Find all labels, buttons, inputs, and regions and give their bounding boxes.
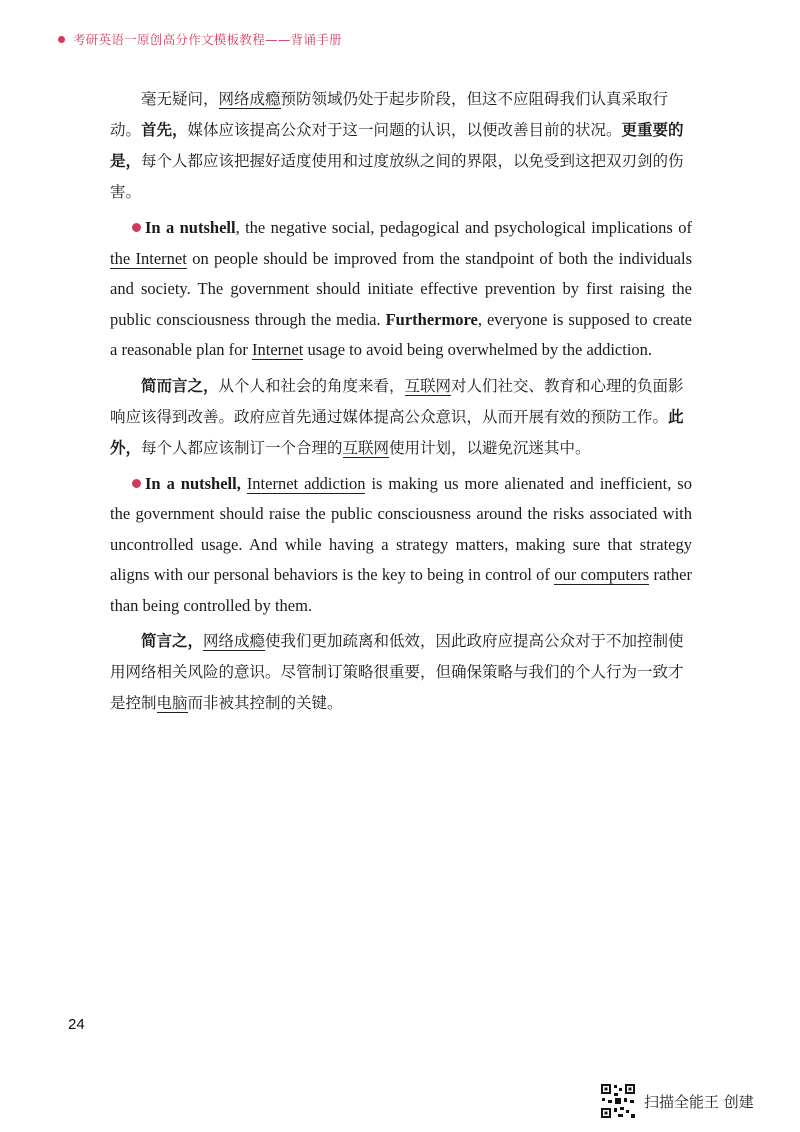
text-run: 使用计划，以避免沉迷其中。 [389,438,591,457]
text-run: 每个人都应该制订一个合理的 [141,438,343,457]
text-run: 每个人都应该把握好适度使用和过度放纵之间的界限，以免受到这把双刃剑的伤害。 [110,152,684,201]
bold-phrase: 首先， [141,121,188,139]
underlined-term: the Internet [110,248,187,268]
watermark-text: 扫描全能王 创建 [644,1092,754,1111]
chinese-paragraph [110,626,692,719]
english-paragraph [110,213,692,366]
text-run: 从个人和社会的角度来看， [218,376,405,395]
qr-code-icon [600,1083,636,1119]
text-run: , the negative social, pedagogical and psychological implications of [235,218,692,237]
bold-phrase: 此外， [110,407,684,457]
bold-phrase: 简而言之， [141,376,219,395]
text-run: rather than being controlled by them. [110,565,692,615]
page-body [110,84,692,724]
underlined-term: 网络成瘾 [203,632,266,650]
text-run: , everyone is supposed to create a reasonable plan for [110,309,692,359]
bold-phrase: Furthermore [385,309,478,329]
text-run: 毫无疑问， [141,90,219,108]
bold-phrase: 简言之， [141,632,204,650]
text-run: on people should be improved from the standpoint of both the individuals and society. The government should initiate effective prevention by first raising the public consciousness through the media. [110,248,692,329]
chinese-paragraph [110,371,692,464]
text-run: 对人们社交、教育和心理的负面影响应该得到改善。政府应首先通过媒体提高公众意识，从而开展有效的预防工作。 [110,376,684,426]
text-run: usage to avoid being overwhelmed by the addiction. [303,340,653,359]
text-run: 媒体应该提高公众对于这一问题的认识，以便改善目前的状况。 [187,121,622,139]
text-run: 使我们更加疏离和低效，因此政府应提高公众对于不加控制使用网络相关风险的意识。尽管制订策略很重要，但确保策略与我们的个人行为一致才是控制 [110,632,684,712]
paragraph-bullet-icon [132,479,141,488]
underlined-term: 电脑 [156,694,188,712]
text-run: is making us more alienated and inefficient, so the government should raise the public consciousness around the risks associated with uncontrolled usage. And while having a strategy matters, making sure that strategy aligns with our personal behaviors is the key to being in control of [110,473,692,584]
underlined-term: our computers [554,565,650,584]
text-run: 预防领域仍处于起步阶段，但这不应阻碍我们认真采取行动。 [110,90,669,139]
underlined-term: 互联网 [404,376,452,395]
header-title: 考研英语一原创高分作文模板教程——背诵手册 [73,32,342,47]
chinese-paragraph [110,84,692,208]
running-header [58,30,342,48]
paragraph-bullet-icon [132,223,141,232]
bold-phrase: 更重要的是， [110,121,684,170]
underlined-term: Internet addiction [246,473,366,493]
bold-phrase: In a nutshell, [145,473,247,493]
scanner-watermark [600,1083,754,1119]
text-run: 而非被其控制的关键。 [187,694,343,712]
bold-phrase: In a nutshell [145,218,236,237]
underlined-term: 网络成瘾 [218,90,281,108]
header-bullet-icon [58,36,65,43]
english-paragraph [110,469,692,622]
page-number: 24 [68,1016,85,1033]
underlined-term: Internet [252,340,304,359]
underlined-term: 互联网 [342,438,390,457]
